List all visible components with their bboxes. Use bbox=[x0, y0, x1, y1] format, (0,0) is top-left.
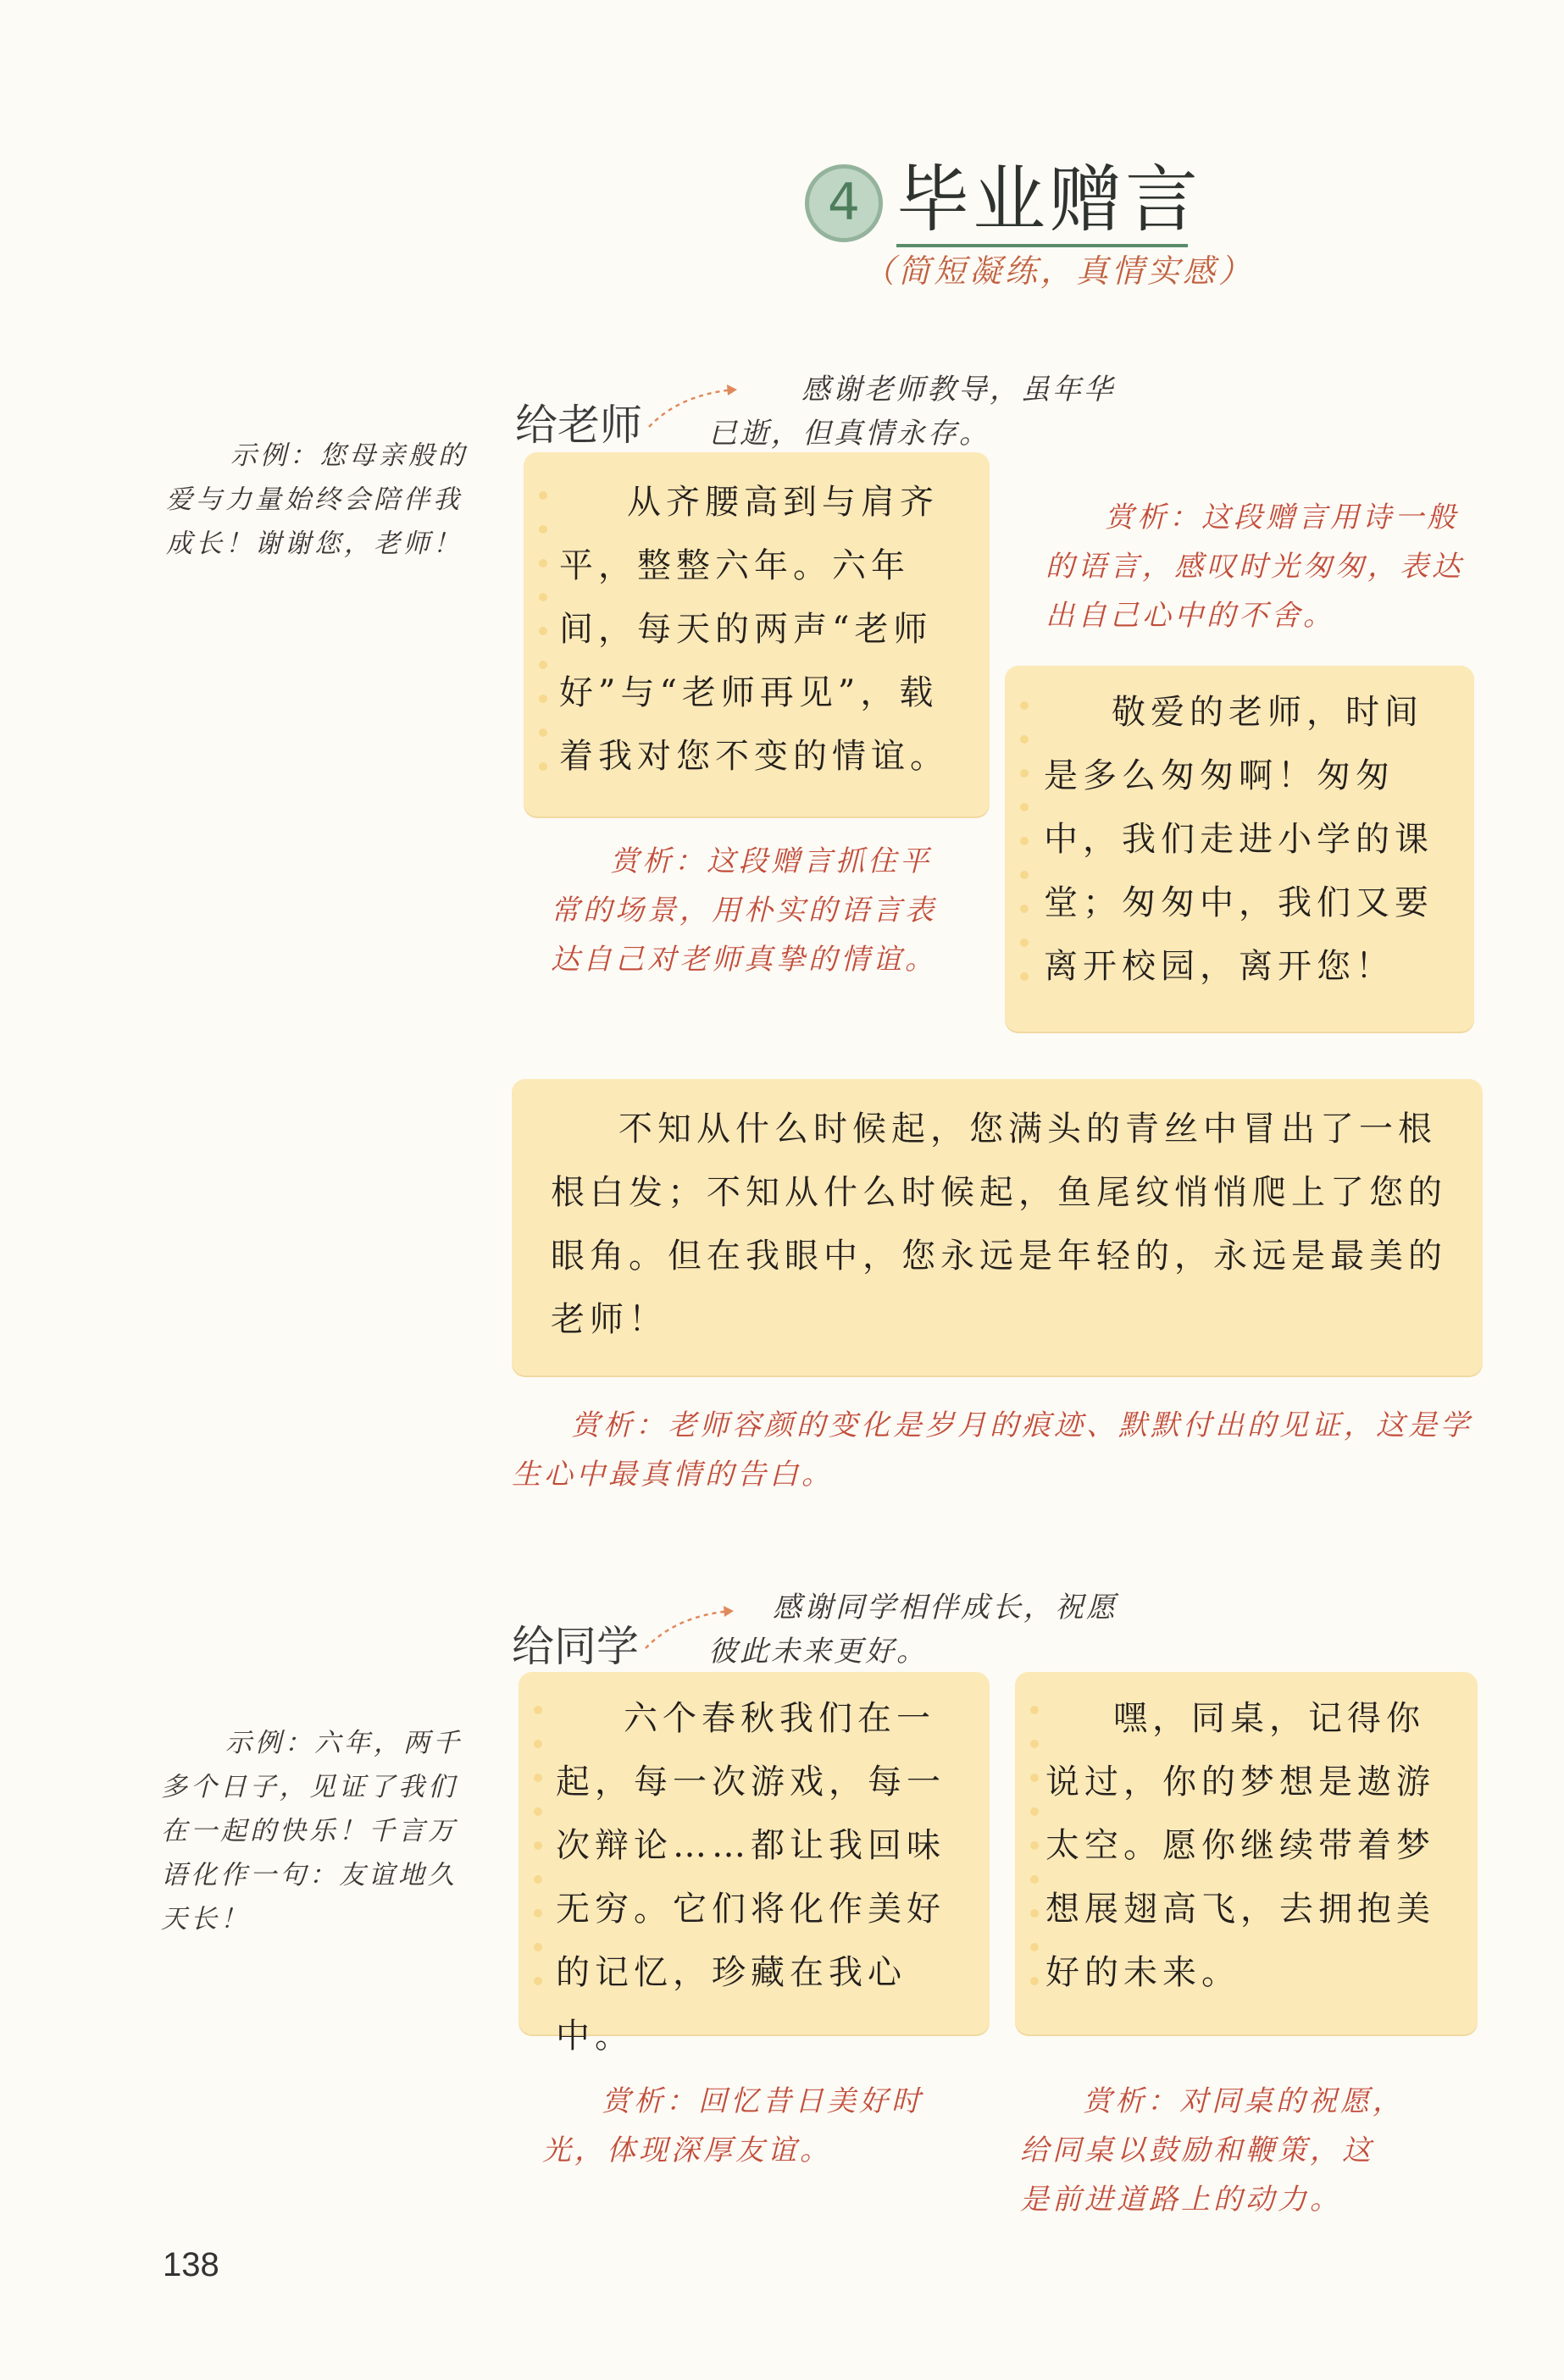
comment-line: 光，体现深厚友谊。 bbox=[542, 2134, 832, 2167]
message-card bbox=[512, 1079, 1483, 1375]
teacher-example bbox=[166, 434, 505, 566]
example-line: 示例：您母亲般的 bbox=[230, 440, 468, 471]
teacher-intro-note bbox=[708, 368, 1183, 456]
comment-line: 是前进道路上的动力。 bbox=[1020, 2183, 1342, 2217]
card-dots bbox=[534, 1706, 546, 2011]
message-card bbox=[1015, 1672, 1478, 2034]
card-comment bbox=[1020, 2077, 1495, 2224]
example-line: 多个日子，见证了我们 bbox=[161, 1772, 458, 1802]
example-line: 成长！谢谢您，老师！ bbox=[166, 529, 463, 559]
title-underline bbox=[896, 244, 1188, 247]
comment-line: 给同桌以鼓励和鞭策，这 bbox=[1020, 2134, 1374, 2167]
note-line: 彼此未来更好。 bbox=[708, 1635, 928, 1669]
comment-line: 生心中最真情的告白。 bbox=[512, 1458, 834, 1492]
comment-line: 出自己心中的不舍。 bbox=[1045, 599, 1335, 633]
card-text: 敬爱的老师，时间是多么匆匆啊！匆匆中，我们走进小学的课堂；匆匆中，我们又要离开校园，离开您！ bbox=[1044, 693, 1434, 986]
example-line: 爱与力量始终会陪伴我 bbox=[166, 484, 463, 515]
card-dots bbox=[1030, 1706, 1042, 2011]
card-comment bbox=[512, 1401, 1486, 1499]
card-text: 六个春秋我们在一起，每一次游戏，每一次辩论……都让我回味无穷。它们将化作美好的记忆，珍藏在我心中。 bbox=[556, 1699, 946, 2056]
message-card bbox=[1005, 666, 1474, 1032]
note-line: 感谢老师教导，虽年华 bbox=[801, 373, 1115, 407]
card-text: 嘿，同桌，记得你说过，你的梦想是遨游太空。愿你继续带着梦想展翅高飞，去拥抱美好的未来。 bbox=[1045, 1699, 1435, 1992]
example-line: 在一起的快乐！千言万 bbox=[161, 1816, 458, 1846]
comment-line: 赏析：这段赠言抓住平 bbox=[610, 844, 932, 878]
example-line: 天长！ bbox=[161, 1904, 250, 1934]
card-comment bbox=[542, 2077, 983, 2175]
comment-line: 赏析：对同桌的祝愿， bbox=[1083, 2084, 1405, 2118]
page-number: 138 bbox=[163, 2246, 219, 2283]
comment-line: 赏析：回忆昔日美好时 bbox=[602, 2084, 923, 2118]
card-dots bbox=[1020, 701, 1032, 1006]
message-card bbox=[519, 1672, 990, 2056]
classmate-example bbox=[161, 1721, 500, 1941]
card-text: 从齐腰高到与肩齐平，整整六年。六年间，每天的两声“老师好”与“老师再见”，载着我对您不变的情谊。 bbox=[559, 483, 949, 776]
lesson-title: 毕业赠言 bbox=[896, 158, 1201, 242]
card-text: 不知从什么时候起，您满头的青丝中冒出了一根根白发；不知从什么时候起，鱼尾纹悄悄爬上了您的眼角。但在我眼中，您永远是年轻的，永远是最美的老师！ bbox=[551, 1110, 1447, 1339]
comment-line: 的语言，感叹时光匆匆，表达 bbox=[1045, 550, 1464, 584]
comment-line: 赏析：老师容颜的变化是岁月的痕迹、默默付出的见证，这是学 bbox=[571, 1409, 1472, 1442]
comment-line: 常的场景，用朴实的语言表 bbox=[551, 894, 937, 927]
comment-line: 达自己对老师真挚的情谊。 bbox=[551, 943, 937, 977]
comment-line: 赏析：这段赠言用诗一般 bbox=[1105, 501, 1459, 534]
card-dots bbox=[539, 491, 551, 796]
note-line: 已逝，但真情永存。 bbox=[708, 417, 990, 451]
example-line: 示例：六年，两千 bbox=[225, 1728, 463, 1758]
section-heading-classmate: 给同学 bbox=[512, 1622, 639, 1671]
section-heading-teacher: 给老师 bbox=[515, 401, 642, 450]
card-comment bbox=[1045, 493, 1503, 640]
example-line: 语化作一句：友谊地久 bbox=[161, 1860, 458, 1890]
classmate-intro-note bbox=[708, 1586, 1183, 1674]
message-card bbox=[524, 452, 990, 816]
lesson-subtitle: （简短凝练，真情实感） bbox=[862, 252, 1255, 290]
note-line: 感谢同学相伴成长，祝愿 bbox=[773, 1591, 1118, 1624]
card-comment bbox=[551, 837, 991, 984]
lesson-number-badge: 4 bbox=[805, 164, 883, 242]
